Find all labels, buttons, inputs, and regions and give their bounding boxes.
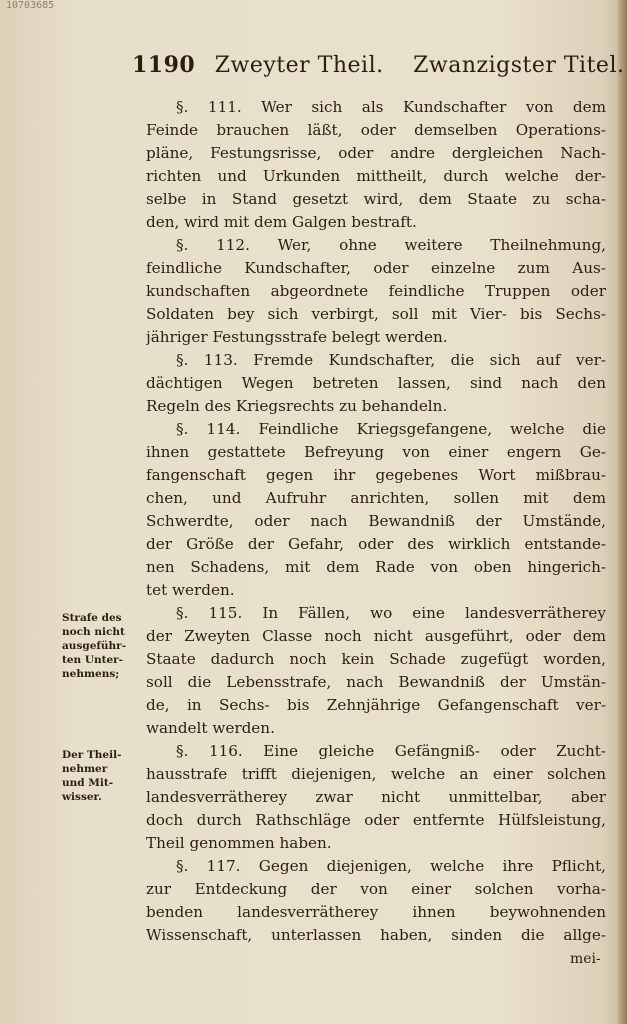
text-line: Staate dadurch noch kein Schade zugefügt worden, <box>146 650 606 668</box>
text-line: Feinde brauchen läßt, oder demselben Operations- <box>146 121 606 139</box>
margin-note-line: ausgeführ- <box>62 640 127 652</box>
text-line: den, wird mit dem Galgen bestraft. <box>146 213 417 231</box>
text-line: fangenschaft gegen ihr gegebenes Wort mißbrau- <box>146 466 606 484</box>
text-line: §. 111. Wer sich als Kundschafter von dem <box>176 98 606 116</box>
text-line: tet werden. <box>146 581 235 599</box>
running-header <box>132 52 625 86</box>
text-line: benden landesverrätherey ihnen beywohnenden <box>146 903 606 921</box>
text-line: nen Schadens, mit dem Rade von oben hingerich- <box>146 558 606 576</box>
margin-note-line: noch nicht <box>62 626 125 638</box>
text-line: de, in Sechs- bis Zehnjährige Gefangenschaft ver- <box>146 696 606 714</box>
text-line: selbe in Stand gesetzt wird, dem Staate zu scha- <box>146 190 606 208</box>
margin-note-line: ten Unter- <box>62 654 124 666</box>
text-line: der Zweyten Classe noch nicht ausgeführt, oder dem <box>146 627 606 645</box>
text-line: pläne, Festungsrisse, oder andre dergleichen Nach- <box>146 144 606 162</box>
text-line: §. 116. Eine gleiche Gefängniß- oder Zucht- <box>176 742 606 760</box>
text-line: §. 113. Fremde Kundschafter, die sich auf ver- <box>176 351 606 369</box>
text-line: Regeln des Kriegsrechts zu behandeln. <box>146 397 448 415</box>
page-number: 1190 <box>132 52 196 78</box>
text-line: §. 114. Feindliche Kriegsgefangene, welche die <box>176 420 606 438</box>
margin-note-line: nehmens; <box>62 668 120 680</box>
margin-note-line: Strafe des <box>62 612 122 624</box>
header-title: Zwanzigster Titel. <box>413 53 625 78</box>
text-line: der Größe der Gefahr, oder des wirklich entstande- <box>146 535 606 553</box>
library-stamp: 10703685 <box>6 0 55 11</box>
text-line: ihnen gestattete Befreyung von einer engern Ge- <box>146 443 606 461</box>
text-line: richten und Urkunden mittheilt, durch welche der- <box>146 167 606 185</box>
text-line: kundschaften abgeordnete feindliche Truppen oder <box>146 282 606 300</box>
margin-note-116 <box>62 748 136 804</box>
page-edge-shadow <box>617 0 627 1024</box>
text-line: landesverrätherey zwar nicht unmittelbar, aber <box>146 788 606 806</box>
text-line: hausstrafe trifft diejenigen, welche an einer solchen <box>146 765 606 783</box>
body-text <box>146 96 606 947</box>
text-line: feindliche Kundschafter, oder einzelne zum Aus- <box>146 259 606 277</box>
text-line: Theil genommen haben. <box>146 834 332 852</box>
text-line: soll die Lebensstrafe, nach Bewandniß der Umstän- <box>146 673 606 691</box>
margin-note-line: wisser. <box>62 791 102 803</box>
text-line: zur Entdeckung der von einer solchen vorha- <box>146 880 606 898</box>
text-line: jähriger Festungsstrafe belegt werden. <box>146 328 448 346</box>
margin-note-line: und Mit- <box>62 777 114 789</box>
text-line: dächtigen Wegen betreten lassen, sind nach den <box>146 374 606 392</box>
text-line: chen, und Aufruhr anrichten, sollen mit dem <box>146 489 606 507</box>
text-line: Schwerdte, oder nach Bewandniß der Umstände, <box>146 512 606 530</box>
text-line: §. 115. In Fällen, wo eine landesverrätherey <box>176 604 606 622</box>
text-line: §. 112. Wer, ohne weitere Theilnehmung, <box>176 236 606 254</box>
header-part: Zweyter Theil. <box>214 53 384 78</box>
text-line: Soldaten bey sich verbirgt, soll mit Vier- bis Sechs- <box>146 305 606 323</box>
text-line: wandelt werden. <box>146 719 275 737</box>
margin-note-115 <box>62 611 136 681</box>
margin-note-line: nehmer <box>62 763 108 775</box>
text-line: §. 117. Gegen diejenigen, welche ihre Pflicht, <box>176 857 606 875</box>
catchword: mei- <box>570 951 601 967</box>
text-line: Wissenschaft, unterlassen haben, sinden die allge- <box>146 926 606 944</box>
text-line: doch durch Rathschläge oder entfernte Hülfsleistung, <box>146 811 606 829</box>
margin-note-line: Der Theil- <box>62 749 122 761</box>
